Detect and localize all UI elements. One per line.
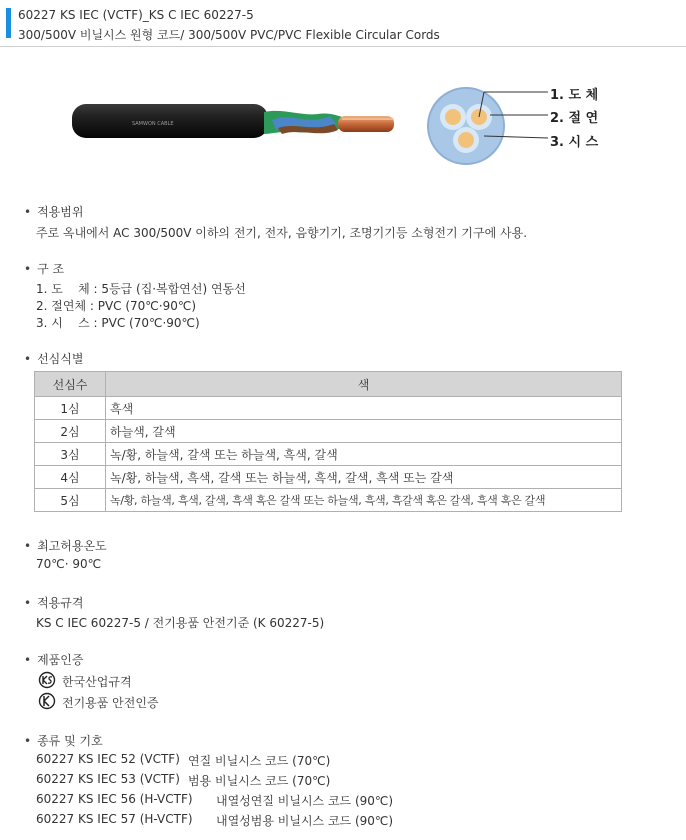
- kc-safety-mark-icon: [38, 692, 56, 710]
- table-header-row: [35, 372, 622, 397]
- label-insulation: 2. 절 연: [550, 111, 599, 126]
- type-name: 범용 비닐시스 코드 (70℃): [188, 774, 331, 788]
- certification-item-label: 전기용품 안전인증: [62, 696, 159, 710]
- title-divider: [0, 46, 686, 47]
- page-subtitle: 300/500V 비닐시스 원형 코드/ 300/500V PVC/PVC Flexible Circular Cords: [18, 28, 440, 42]
- cell-cores: 5심: [35, 489, 106, 512]
- structure-heading: • 구 조: [24, 260, 64, 277]
- table-row: [35, 466, 622, 489]
- max-temp-heading: • 최고허용온도: [24, 537, 107, 554]
- type-code: 60227 KS IEC 52 (VCTF): [36, 752, 180, 766]
- type-code: 60227 KS IEC 53 (VCTF): [36, 772, 180, 786]
- page-title: 60227 KS IEC (VCTF)_KS C IEC 60227-5: [18, 8, 254, 22]
- type-name: 내열성범용 비닐시스 코드 (90℃): [216, 814, 394, 828]
- cell-color: 녹/황, 하늘색, 흑색, 갈색, 흑색 혹은 갈색 또는 하늘색, 흑색, 흑갈색 혹은 갈색, 흑색 혹은 갈색: [106, 489, 622, 512]
- structure-item-sheath: 3. 시 스 : PVC (70℃·90℃): [36, 316, 200, 330]
- column-header-color: 색: [106, 372, 622, 397]
- certification-heading: • 제품인증: [24, 651, 83, 668]
- core-id-heading: • 선심식별: [24, 350, 83, 367]
- column-header-cores: 선심수: [35, 372, 106, 397]
- type-name: 연질 비닐시스 코드 (70℃): [188, 754, 331, 768]
- certification-item-label: 한국산업규격: [62, 675, 132, 689]
- cell-color: 녹/황, 하늘색, 갈색 또는 하늘색, 흑색, 갈색: [106, 443, 622, 466]
- types-heading: • 종류 및 기호: [24, 732, 103, 749]
- label-sheath: 3. 시 스: [550, 135, 599, 150]
- type-code: 60227 KS IEC 57 (H-VCTF): [36, 812, 193, 826]
- core-id-table: [34, 371, 622, 512]
- cell-cores: 2심: [35, 420, 106, 443]
- cable-print-text: SAMWON CABLE: [132, 121, 174, 127]
- cell-color: 하늘색, 갈색: [106, 420, 622, 443]
- label-conductor: 1. 도 체: [550, 88, 599, 103]
- table-row: [35, 420, 622, 443]
- cable-side-image: [68, 98, 408, 148]
- usage-heading: • 적용범위: [24, 203, 83, 220]
- type-name: 내열성연질 비닐시스 코드 (90℃): [216, 794, 394, 808]
- usage-text: 주로 옥내에서 AC 300/500V 이하의 전기, 전자, 음향기기, 조명기기등 소형전기 기구에 사용.: [36, 226, 528, 240]
- table-row: [35, 489, 622, 512]
- ks-mark-icon: [38, 671, 56, 689]
- cell-cores: 1심: [35, 397, 106, 420]
- cell-cores: 4심: [35, 466, 106, 489]
- structure-item-insulation: 2. 절연체 : PVC (70℃·90℃): [36, 299, 197, 313]
- standard-text: KS C IEC 60227-5 / 전기용품 안전기준 (K 60227-5): [36, 616, 325, 630]
- cell-color: 녹/황, 하늘색, 흑색, 갈색 또는 하늘색, 흑색, 갈색, 흑색 또는 갈색: [106, 466, 622, 489]
- max-temp-text: 70℃· 90℃: [36, 557, 102, 571]
- table-row: [35, 397, 622, 420]
- type-code: 60227 KS IEC 56 (H-VCTF): [36, 792, 193, 806]
- cell-cores: 3심: [35, 443, 106, 466]
- structure-item-conductor: 1. 도 체 : 5등급 (집·복합연선) 연동선: [36, 282, 246, 296]
- table-row: [35, 443, 622, 466]
- standard-heading: • 적용규격: [24, 594, 83, 611]
- title-accent-bar: [6, 8, 11, 38]
- cell-color: 흑색: [106, 397, 622, 420]
